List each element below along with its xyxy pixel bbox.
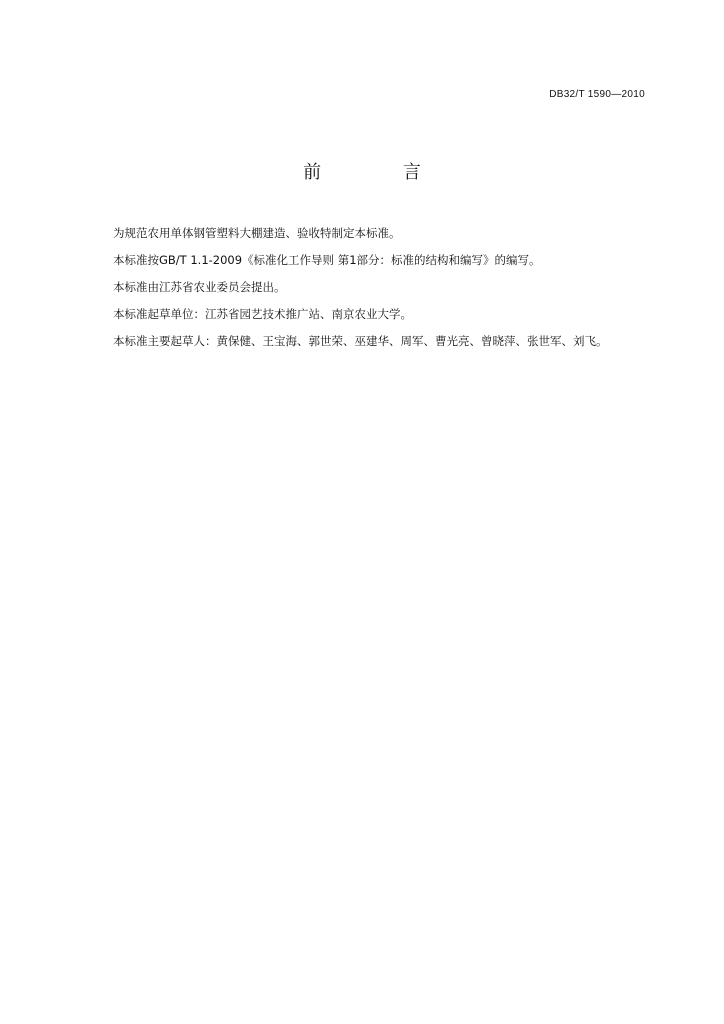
paragraph-drafting-rules: 本标准按GB/T 1.1-2009《标准化工作导则 第1部分：标准的结构和编写》的编写。 xyxy=(113,253,541,267)
paragraph-purpose: 为规范农用单体钢管塑料大棚建造、验收特制定本标准。 xyxy=(113,226,401,240)
document-code: DB32/T 1590—2010 xyxy=(549,89,645,100)
foreword-title: 前 言 xyxy=(303,162,459,183)
paragraph-proposer: 本标准由江苏省农业委员会提出。 xyxy=(113,280,286,294)
paragraph-drafting-units: 本标准起草单位：江苏省园艺技术推广站、南京农业大学。 xyxy=(113,307,412,321)
paragraph-drafters: 本标准主要起草人：黄保健、王宝海、郭世荣、巫建华、周军、曹光亮、曾晓萍、张世军、刘飞。 xyxy=(113,334,608,348)
foreword-body xyxy=(113,226,673,361)
